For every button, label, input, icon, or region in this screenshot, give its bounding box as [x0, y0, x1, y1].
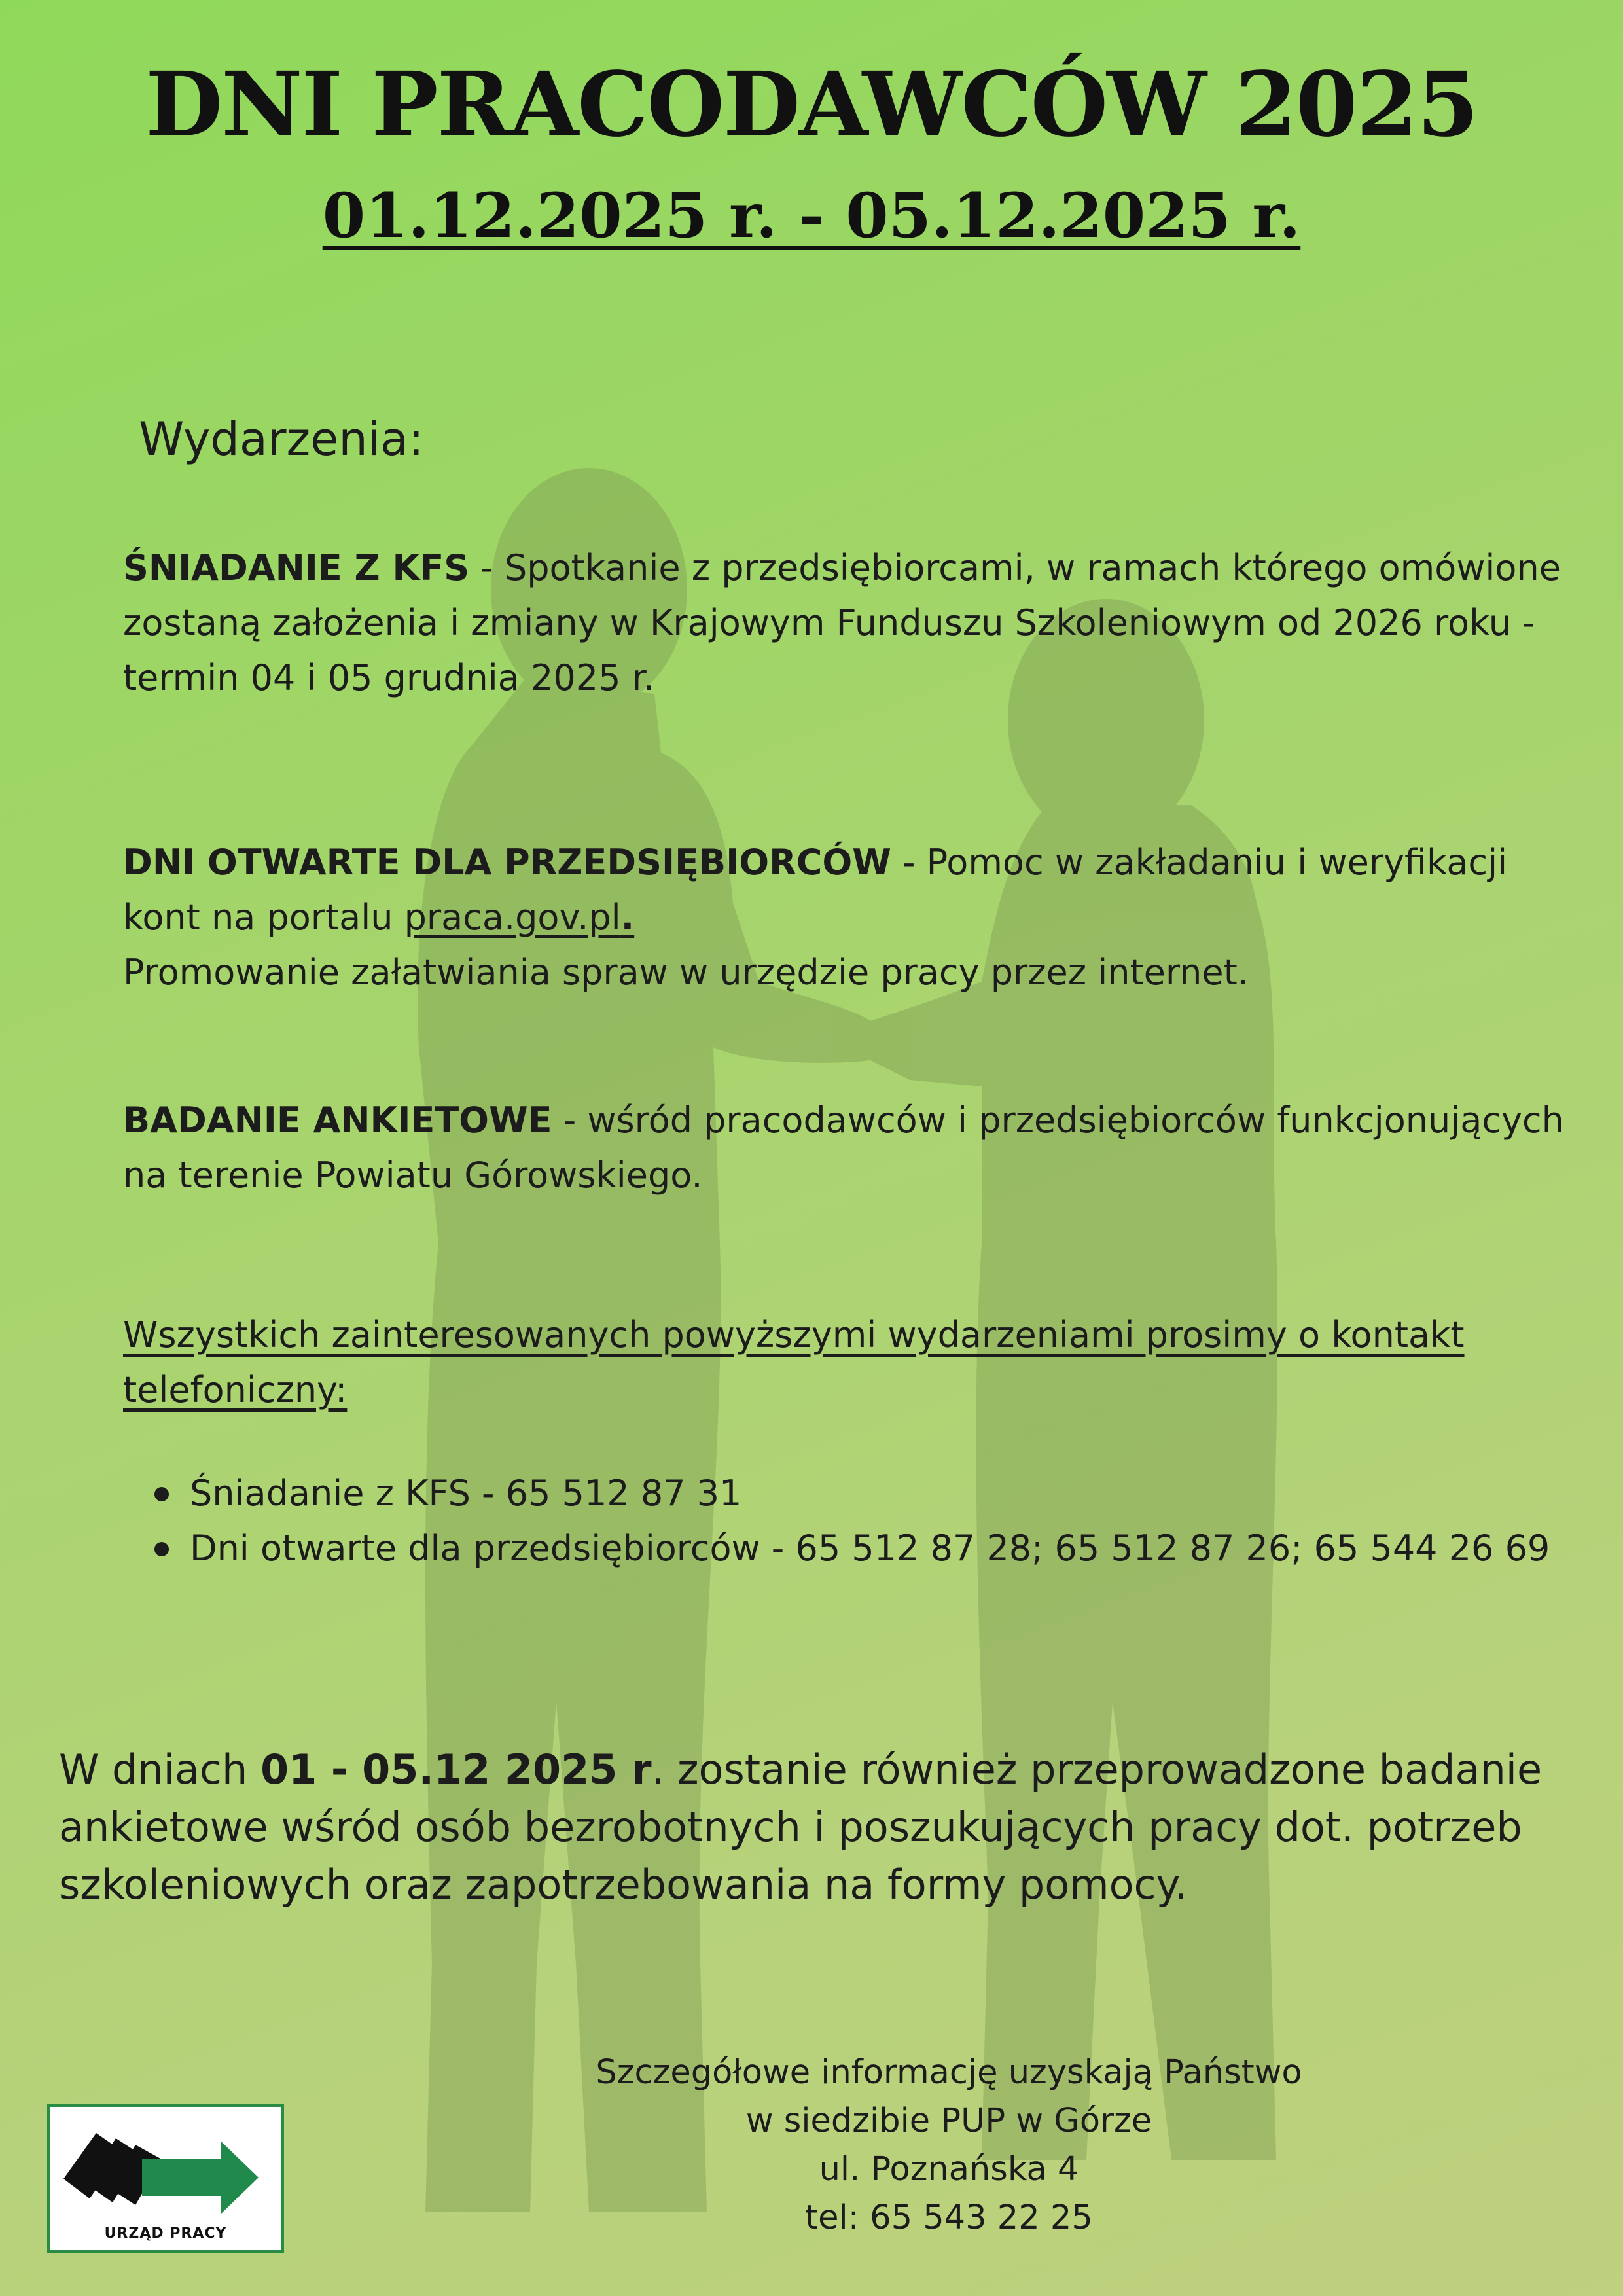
page-title: DNI PRACODAWCÓW 2025	[145, 52, 1478, 157]
event-kfs-name: ŚNIADANIE Z KFS	[123, 547, 470, 588]
event-open-days-name: DNI OTWARTE DLA PRZEDSIĘBIORCÓW	[123, 842, 891, 883]
event-survey	[123, 1093, 1582, 1203]
event-survey-text: - wśród pracodawców i przedsiębiorców funkcjonujących na terenie Powiatu Górowskiego.	[123, 1100, 1564, 1196]
footer-line: Szczegółowe informację uzyskają Państwo	[596, 2053, 1302, 2092]
summary-dates: 01 - 05.12 2025 r	[260, 1746, 652, 1793]
logo-text: URZĄD PRACY	[104, 2225, 227, 2242]
praca-gov-link[interactable]	[404, 897, 635, 938]
event-open-days	[123, 835, 1582, 1000]
praca-gov-link-suffix: .	[620, 897, 635, 938]
contact-intro: Wszystkich zainteresowanych powyższymi wydarzeniami prosimy o kontakt telefoniczny:	[123, 1314, 1465, 1410]
footer-line: w siedzibie PUP w Górze	[745, 2102, 1152, 2140]
survey-summary	[59, 1741, 1584, 1914]
footer-phone: tel: 65 543 22 25	[805, 2198, 1093, 2237]
phone-list	[123, 1466, 1550, 1576]
event-kfs-breakfast	[123, 541, 1582, 706]
event-dates-text: 01.12.2025 r. - 05.12.2025 r.	[322, 180, 1301, 252]
summary-text: . zostanie również przeprowadzone badanie ankietowe wśród osób bezrobotnych i poszukujących pracy dot. potrzeb szkoleniowych oraz zapotrzebowania na formy pomocy.	[59, 1746, 1543, 1909]
phone-item-open-days: Dni otwarte dla przedsiębiorców - 65 512 87 28; 65 512 87 26; 65 544 26 69	[123, 1521, 1550, 1576]
event-open-days-extra: Promowanie załatwiania spraw w urzędzie pracy przez internet.	[123, 952, 1249, 993]
praca-gov-link-text[interactable]: praca.gov.pl	[404, 897, 621, 938]
urzad-pracy-logo	[47, 2104, 284, 2253]
phone-item-kfs: Śniadanie z KFS - 65 512 87 31	[123, 1466, 1550, 1521]
event-kfs-text: - Spotkanie z przedsiębiorcami, w ramach którego omówione zostaną założenia i zmiany w Krajowym Funduszu Szkoleniowym od 2026 roku - termin 04 i 05 grudnia 2025 r.	[123, 547, 1561, 698]
event-survey-name: BADANIE ANKIETOWE	[123, 1100, 552, 1141]
event-dates	[0, 180, 1623, 252]
footer-contact	[517, 2049, 1381, 2242]
event-open-days-text: - Pomoc w zakładaniu i weryfikacji kont na portalu	[123, 842, 1508, 938]
events-heading: Wydarzenia:	[139, 412, 424, 466]
summary-prefix: W dniach	[59, 1746, 260, 1793]
footer-address: ul. Poznańska 4	[819, 2150, 1079, 2189]
